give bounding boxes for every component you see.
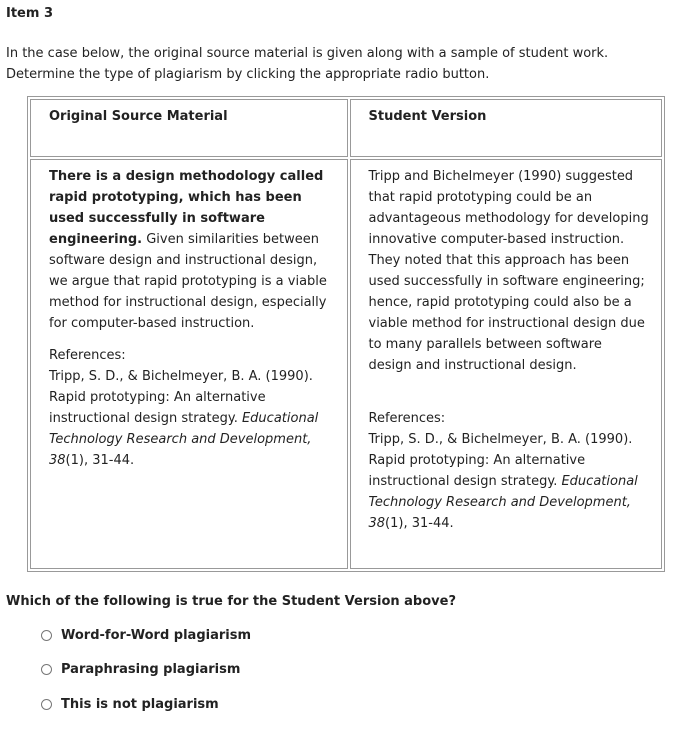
original-rest-text: Given similarities between software design and instructional design, we argue that rapid prototyping is a viable method for instructional design, especially for computer-based instruction. — [49, 232, 327, 331]
original-citation: Tripp, S. D., & Bichelmeyer, B. A. (1990). Rapid prototyping: An alternative instructional design strategy. — [49, 369, 313, 426]
student-citation-journal: Educational Technology Research and Development, 38 — [368, 474, 638, 531]
original-citation-journal: Educational Technology Research and Development, 38 — [49, 411, 319, 468]
original-passage — [49, 166, 330, 334]
option-label-paraphrasing[interactable]: Paraphrasing plagiarism — [61, 662, 241, 677]
radio-word-for-word[interactable] — [41, 630, 52, 641]
student-references-label: References: — [368, 411, 446, 426]
student-citation: Tripp, S. D., & Bichelmeyer, B. A. (1990). Rapid prototyping: An alternative instructional design strategy. — [368, 432, 633, 489]
original-references — [49, 345, 330, 471]
student-citation-end: (1), 31-44. — [385, 516, 454, 531]
student-passage: Tripp and Bichelmeyer (1990) suggested that rapid prototyping could be an advantageous methodology for developing innovative computer-based instruction. They noted that this approach has been used successfully in software engineering; hence, rapid prototyping could also be a viable method for instructional design due to many parallels between software design and instructional design. — [368, 169, 649, 373]
original-bold-text: There is a design methodology called rapid prototyping, which has been used successfully in software engineering. — [49, 169, 324, 247]
answer-options — [41, 625, 251, 729]
comparison-table — [27, 96, 665, 572]
original-citation-end: (1), 31-44. — [65, 453, 135, 468]
student-references — [369, 408, 650, 534]
instructions — [6, 43, 666, 85]
option-word-for-word[interactable] — [41, 625, 251, 645]
option-not-plagiarism[interactable] — [41, 694, 251, 714]
option-label-not-plagiarism[interactable]: This is not plagiarism — [61, 696, 219, 712]
radio-paraphrasing[interactable] — [41, 664, 52, 675]
header-original: Original Source Material — [30, 99, 348, 157]
instructions-line-1: In the case below, the original source material is given along with a sample of student work. — [6, 46, 609, 61]
question-text: Which of the following is true for the Student Version above? — [6, 594, 456, 609]
item-title: Item 3 — [6, 6, 53, 21]
instructions-line-2: Determine the type of plagiarism by clicking the appropriate radio button. — [6, 67, 490, 82]
header-student: Student Version — [350, 99, 663, 157]
option-paraphrasing[interactable] — [41, 660, 251, 680]
radio-not-plagiarism[interactable] — [41, 699, 52, 710]
option-label-word-for-word[interactable]: Word-for-Word plagiarism — [61, 627, 251, 643]
original-cell — [30, 159, 348, 569]
student-cell — [350, 159, 663, 569]
original-references-label: References: — [49, 348, 126, 363]
